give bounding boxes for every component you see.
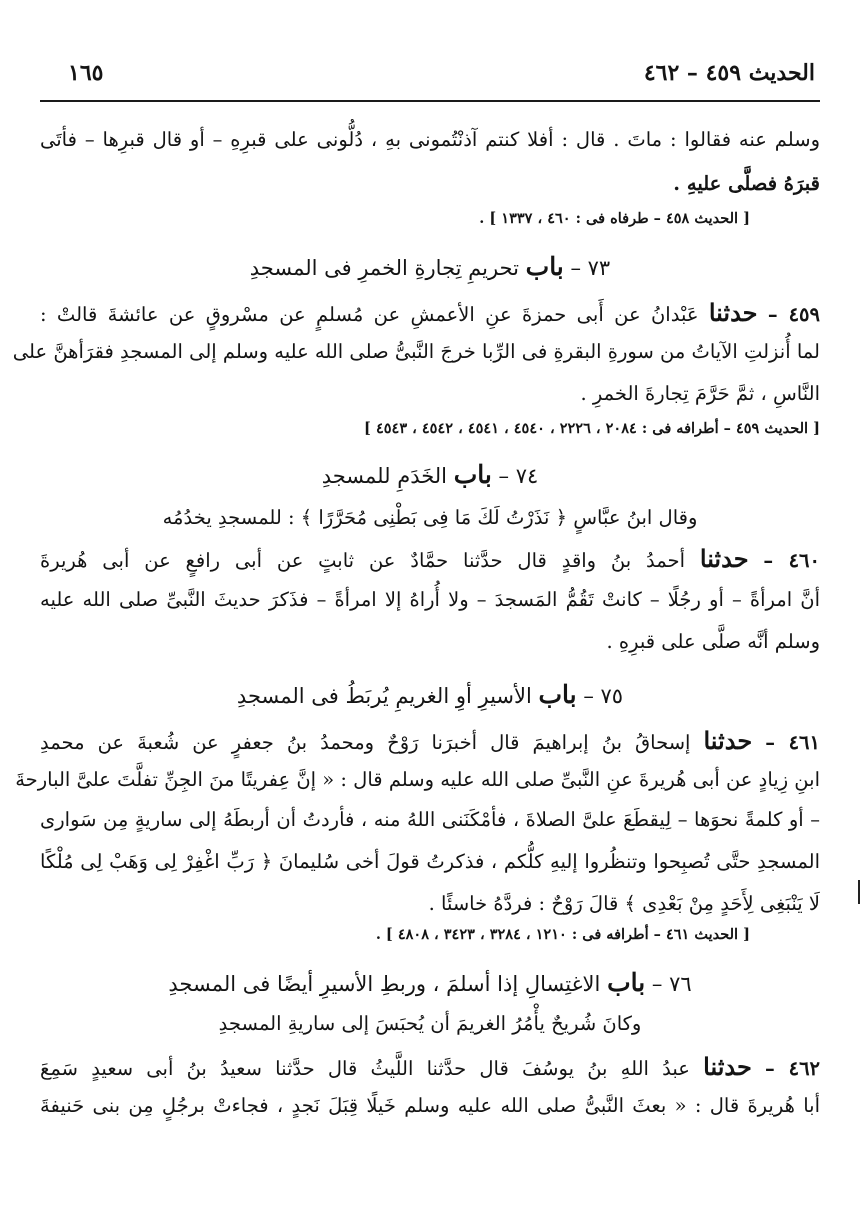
hadith-462-line [40, 1052, 820, 1081]
hadith-text: أحمدُ بنُ واقدٍ قال حدَّثنا حمَّادٌ عن ثابتٍ عن أبى رافعٍ عن أبى هُريرةَ [40, 549, 686, 572]
bab-label: باب [525, 252, 564, 281]
hadith-text: عَبْدانُ عن أَبى حمزةَ عنِ الأعمشِ عن مُسلمٍ عن مسْروقٍ عن عائشةَ قالتْ : [40, 303, 699, 326]
text-line: أبا هُريرةَ قال : « بعثَ النَّبىُّ صلى الله عليه وسلم خَيلًا قِبَلَ نَجدٍ ، فجاءتْ برجُلٍ مِن بنى حَنيفةَ [40, 1094, 820, 1117]
hadith-reference: [ الحديث ٤٦١ – أطرافه فى : ١٢١٠ ، ٣٢٨٤ ، ٣٤٢٣ ، ٤٨٠٨ ] . [375, 926, 750, 943]
hadith-reference: [ الحديث ٤٥٩ – أطرافه فى : ٢٠٨٤ ، ٢٢٢٦ ، ٤٥٤٠ ، ٤٥٤١ ، ٤٥٤٢ ، ٤٥٤٣ ] [364, 420, 820, 437]
chapter-number: ٧٥ – [583, 684, 624, 708]
chapter-number: ٧٤ – [498, 464, 539, 488]
page-header [40, 60, 820, 104]
hadith-number: ٤٦١ – [765, 731, 820, 754]
chapter-heading-75 [40, 680, 820, 709]
header-rule [40, 100, 820, 102]
chapter-heading-74 [40, 460, 820, 489]
chapter-number: ٧٦ – [651, 972, 692, 996]
text-line: المسجدِ حتَّى تُصبِحوا وتنظُروا إليهِ كلُّكم ، فذكرتُ قولَ أخى سُليمانَ ﴿ رَبِّ اغْفِرْ لِى وَهَبْ لِى مُلْكًا [40, 850, 820, 873]
chapter-title: الاغتِسالِ إذا أسلمَ ، وربطِ الأسيرِ أيضًا فى المسجدِ [168, 972, 601, 996]
hadith-text: إسحاقُ بنُ إبراهيمَ قال أخبرَنا رَوْحٌ ومحمدُ بنُ جعفرٍ عن شُعبةَ عن محمدِ [40, 731, 691, 754]
page-number: ١٦٥ [68, 60, 104, 86]
chapter-title: تحريمِ تِجارةِ الخمرِ فى المسجدِ [249, 256, 519, 280]
chapter-number: ٧٣ – [570, 256, 611, 280]
text-line: وسلم عنه فقالوا : ماتَ . قال : أفلا كنتم آذنْتُمونى بهِ ، دُلُّونى على قبرِهِ – أو قال قبرِها – فأتَى [40, 128, 820, 151]
haddathana-label: حدثنا [703, 1052, 752, 1081]
text-line: لَا يَنْبَغِى لِأَحَدٍ مِنْ بَعْدِى ﴾ قالَ رَوْحٌ : فردَّهُ خاسئًا . [428, 892, 820, 915]
chapter-note: وكانَ شُريحٌ يأْمُرُ الغريمَ أن يُحبَسَ إلى ساريةِ المسجدِ [218, 1012, 642, 1035]
text-line: وسلم أنَّه صلَّى على قبرِهِ . [606, 630, 820, 653]
margin-mark [858, 880, 860, 904]
haddathana-label: حدثنا [703, 726, 753, 755]
haddathana-label: حدثنا [708, 298, 758, 327]
text-line: قبرَهُ فصلَّى عليهِ . [673, 172, 820, 195]
hadith-number: ٤٥٩ – [767, 303, 820, 326]
chapter-title: الأسيرِ أوِ الغريمِ يُربَطُ فى المسجدِ [236, 684, 532, 708]
bab-label: باب [538, 680, 577, 709]
hadith-number: ٤٦٠ – [763, 549, 820, 572]
hadith-text: عبدُ اللهِ بنُ يوسُفَ قال حدَّثنا اللَّيثُ قال حدَّثنا سعيدُ بنُ أبى سعيدٍ سَمِعَ [40, 1057, 690, 1080]
hadith-number: ٤٦٢ – [765, 1057, 821, 1080]
hadith-460-line [40, 544, 820, 573]
chapter-heading-73 [40, 252, 820, 281]
bab-label: باب [453, 460, 492, 489]
chapter-title: الخَدَمِ للمسجدِ [321, 464, 448, 488]
chapter-note: وقال ابنُ عبَّاسٍ ﴿ نَذَرْتُ لَكَ مَا فِى بَطْنِى مُحَرَّرًا ﴾ : للمسجدِ يخدُمُه [162, 506, 698, 529]
text-line: لما أُنزلتِ الآياتُ من سورةِ البقرةِ فى الرِّبا خرجَ النَّبىُّ صلى الله عليه وسلم إلى المسجدِ فقرَأهنَّ على [12, 340, 820, 363]
chapter-heading-76 [40, 968, 820, 997]
haddathana-label: حدثنا [699, 544, 749, 573]
text-line: النَّاسِ ، ثمَّ حَرَّمَ تِجارةَ الخمرِ . [580, 382, 820, 405]
text-line: ابنِ زِيادٍ عن أبى هُريرةَ عنِ النَّبىِّ صلى الله عليه وسلم قال : « إنَّ عِفريتًا منَ الجِنِّ تفلَّتَ علىَّ البارحةَ [15, 768, 820, 791]
hadith-461-line [40, 726, 820, 755]
text-line: أنَّ امرأةً – أو رجُلًا – كانتْ تَقُمُّ المَسجدَ – ولا أُراهُ إلا امرأةً – فذَكرَ حديثَ النَّبىِّ صلى الله عليه [40, 588, 820, 611]
bab-label: باب [607, 968, 646, 997]
book-page [12, 0, 821, 1214]
running-title: الحديث ٤٥٩ – ٤٦٢ [643, 60, 815, 86]
text-line: – أو كلمةً نحوَها – لِيقطَعَ علىَّ الصلاةَ ، فأمْكَنَنى اللهُ منه ، فأردتُ أن أربطَهُ إلى ساريةٍ مِن سَوارى [40, 808, 820, 831]
hadith-reference: [ الحديث ٤٥٨ – طرفاه فى : ٤٦٠ ، ١٣٣٧ ] . [479, 210, 750, 227]
hadith-459-line [40, 298, 820, 327]
